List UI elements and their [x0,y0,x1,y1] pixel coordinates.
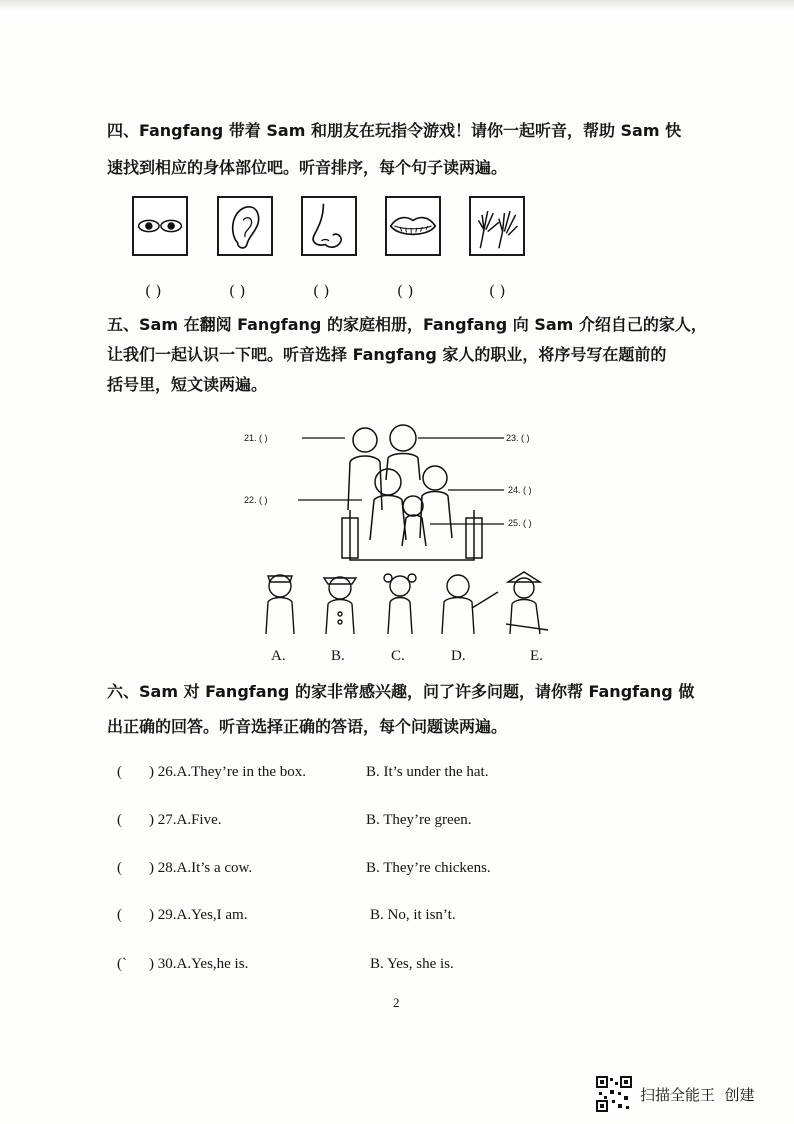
section-6-line-2: 出正确的回答。听音选择正确的答语，每个问题读两遍。 [107,717,508,736]
option-e: E. [530,648,543,664]
question-text: ) 27.A.Five. [149,812,222,828]
option-b-text: B. It’s under the hat. [366,764,489,780]
section-4-line-1: 四、Fangfang 带着 Sam 和朋友在玩指令游戏！请你一起听音，帮助 Sam 快 [107,121,682,140]
ear-icon [217,196,273,256]
section-4-line-2: 速找到相应的身体部位吧。听音排序，每个句子读两遍。 [107,158,508,177]
question-text: ) 29.A.Yes,I am. [149,907,248,923]
answer-paren-open[interactable]: ( [117,907,122,923]
qr-code-icon [596,1076,632,1112]
answer-paren-open[interactable]: (` [117,956,127,972]
answer-paren-open[interactable]: ( [117,860,122,876]
hands-icon [469,196,525,256]
answer-paren[interactable]: ( ) [229,282,246,300]
section-5-line-1: 五、Sam 在翻阅 Fangfang 的家庭相册，Fangfang 向 Sam 介绍自己的家人， [107,315,707,334]
label-23[interactable]: 23. ( ) [506,433,530,443]
question-text: ) 26.A.They’re in the box. [149,764,307,780]
question-text: ) 30.A.Yes,he is. [149,956,249,972]
label-22[interactable]: 22. ( ) [244,495,268,505]
mouth-icon [385,196,441,256]
option-b-text: B. They’re green. [366,812,472,828]
label-24[interactable]: 24. ( ) [508,485,532,495]
nose-icon [301,196,357,256]
scanner-watermark: 扫描全能王 创建 [640,1086,755,1104]
option-b: B. [331,648,345,664]
section-5-instructions [107,311,707,398]
option-b-text: B. Yes, she is. [370,956,454,972]
page-number: 2 [393,995,400,1010]
answer-paren-open[interactable]: ( [117,764,122,780]
section-6-line-1: 六、Sam 对 Fangfang 的家非常感兴趣，问了许多问题，请你帮 Fangfang 做 [107,682,695,701]
option-d: D. [451,648,466,664]
section-6-instructions [107,678,694,740]
section-4-instructions [107,117,681,181]
answer-paren-open[interactable]: ( [117,812,122,828]
option-b-text: B. They’re chickens. [366,860,491,876]
option-b-text: B. No, it isn’t. [370,907,456,923]
question-text: ) 28.A.It’s a cow. [149,860,253,876]
answer-paren[interactable]: ( ) [145,282,162,300]
section-5-line-3: 括号里，短文读两遍。 [107,375,268,394]
occupation-figures [258,568,558,638]
option-a: A. [271,648,286,664]
section-5-line-2: 让我们一起认识一下吧。听音选择 Fangfang 家人的职业，将序号写在题前的 [107,345,667,364]
eyes-icon [132,196,188,256]
option-c: C. [391,648,405,664]
answer-paren[interactable]: ( ) [313,282,330,300]
answer-paren[interactable]: ( ) [489,282,506,300]
answer-paren[interactable]: ( ) [397,282,414,300]
scan-top-edge [0,0,794,10]
label-25[interactable]: 25. ( ) [508,518,532,528]
family-photo-illustration [230,420,590,570]
label-21[interactable]: 21. ( ) [244,433,268,443]
